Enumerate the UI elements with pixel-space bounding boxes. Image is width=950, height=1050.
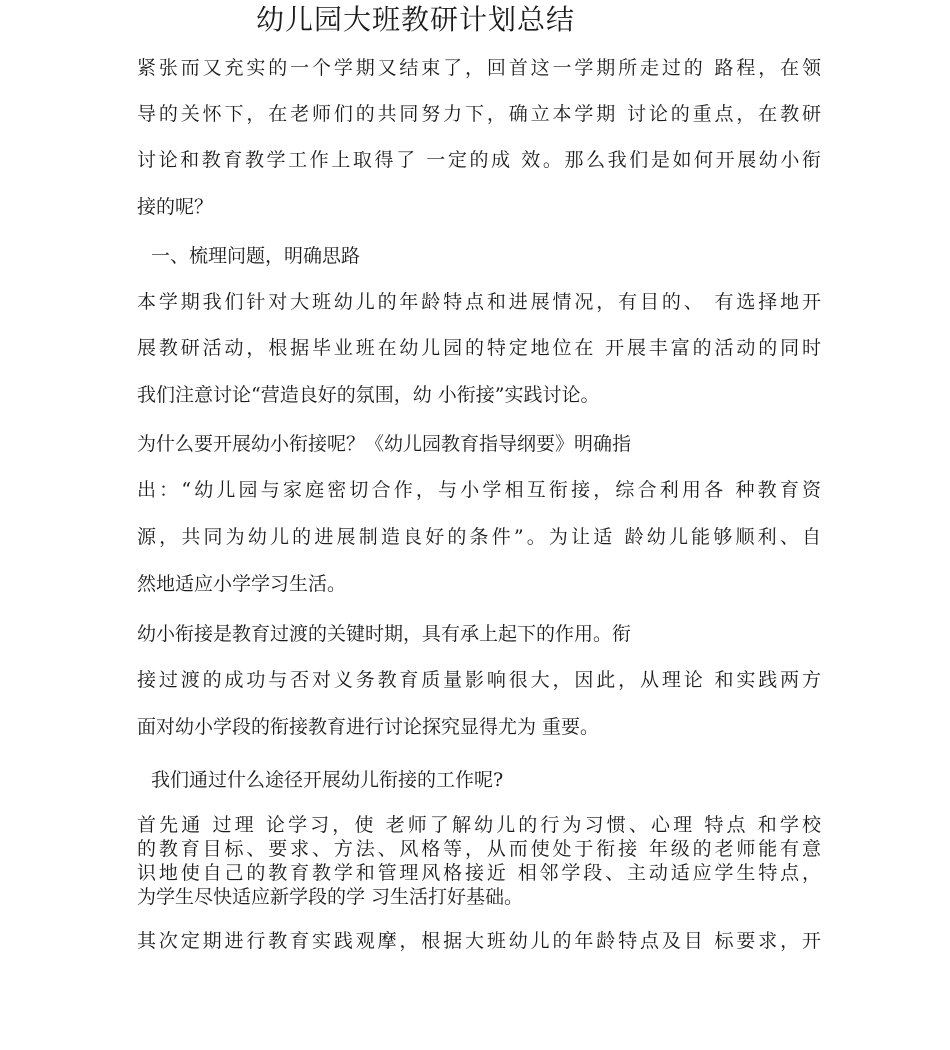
paragraph-line: 导的关怀下，在老师们的共同努力下，确立本学期 讨论的重点，在教研 <box>137 103 821 125</box>
paragraph-line: 讨论和教育教学工作上取得了 一定的成 效。那么我们是如何开展幼小衔 <box>137 149 821 171</box>
paragraph-line: 识地使自己的教育教学和管理风格接近 相邻学段、主动适应学生特点， <box>137 862 821 884</box>
paragraph-line: 其次定期进行教育实践观摩，根据大班幼儿的年龄特点及目 标要求，开 <box>137 930 821 952</box>
paragraph-line: 展教研活动，根据毕业班在幼儿园的特定地位在 开展丰富的活动的同时 <box>137 337 821 359</box>
paragraph-line: 的教育目标、要求、方法、风格等，从而使处于衔接 年级的老师能有意 <box>137 838 821 860</box>
paragraph-line: 为什么要开展幼小衔接呢？《幼儿园教育指导纲要》明确指 <box>137 433 632 455</box>
paragraph-line: 面对幼小学段的衔接教育进行讨论探究显得尤为 重要。 <box>137 716 600 738</box>
section-heading: 一、梳理问题，明确思路 <box>151 245 361 267</box>
paragraph-line: 紧张而又充实的一个学期又结束了，回首这一学期所走过的 路程，在领 <box>137 57 821 79</box>
paragraph-line: 为学生尽快适应新学段的学 习生活打好基础。 <box>137 886 524 908</box>
document-title: 幼儿园大班教研计划总结 <box>256 3 576 36</box>
paragraph-line: 接的呢？ <box>137 196 214 218</box>
paragraph-line: 接过渡的成功与否对义务教育质量影响很大，因此，从理论 和实践两方 <box>137 669 821 691</box>
paragraph-line: 首先通 过理 论学习，使 老师了解幼儿的行为习惯、心理 特点 和学校 <box>137 814 821 836</box>
paragraph-line: 我们注意讨论“营造良好的氛围，幼 小衔接”实践讨论。 <box>137 384 600 406</box>
paragraph-line: 出：“幼儿园与家庭密切合作，与小学相互衔接，综合利用各 种教育资 <box>137 479 821 501</box>
paragraph-line: 源，共同为幼儿的进展制造良好的条件”。为让适 龄幼儿能够顺利、自 <box>137 526 821 548</box>
paragraph-line: 本学期我们针对大班幼儿的年龄特点和进展情况，有目的、 有选择地开 <box>137 291 821 313</box>
section-heading: 我们通过什么途径开展幼儿衔接的工作呢? <box>151 769 504 791</box>
paragraph-line: 然地适应小学学习生活。 <box>137 573 347 595</box>
paragraph-line: 幼小衔接是教育过渡的关键时期，具有承上起下的作用。衔 <box>137 623 632 645</box>
